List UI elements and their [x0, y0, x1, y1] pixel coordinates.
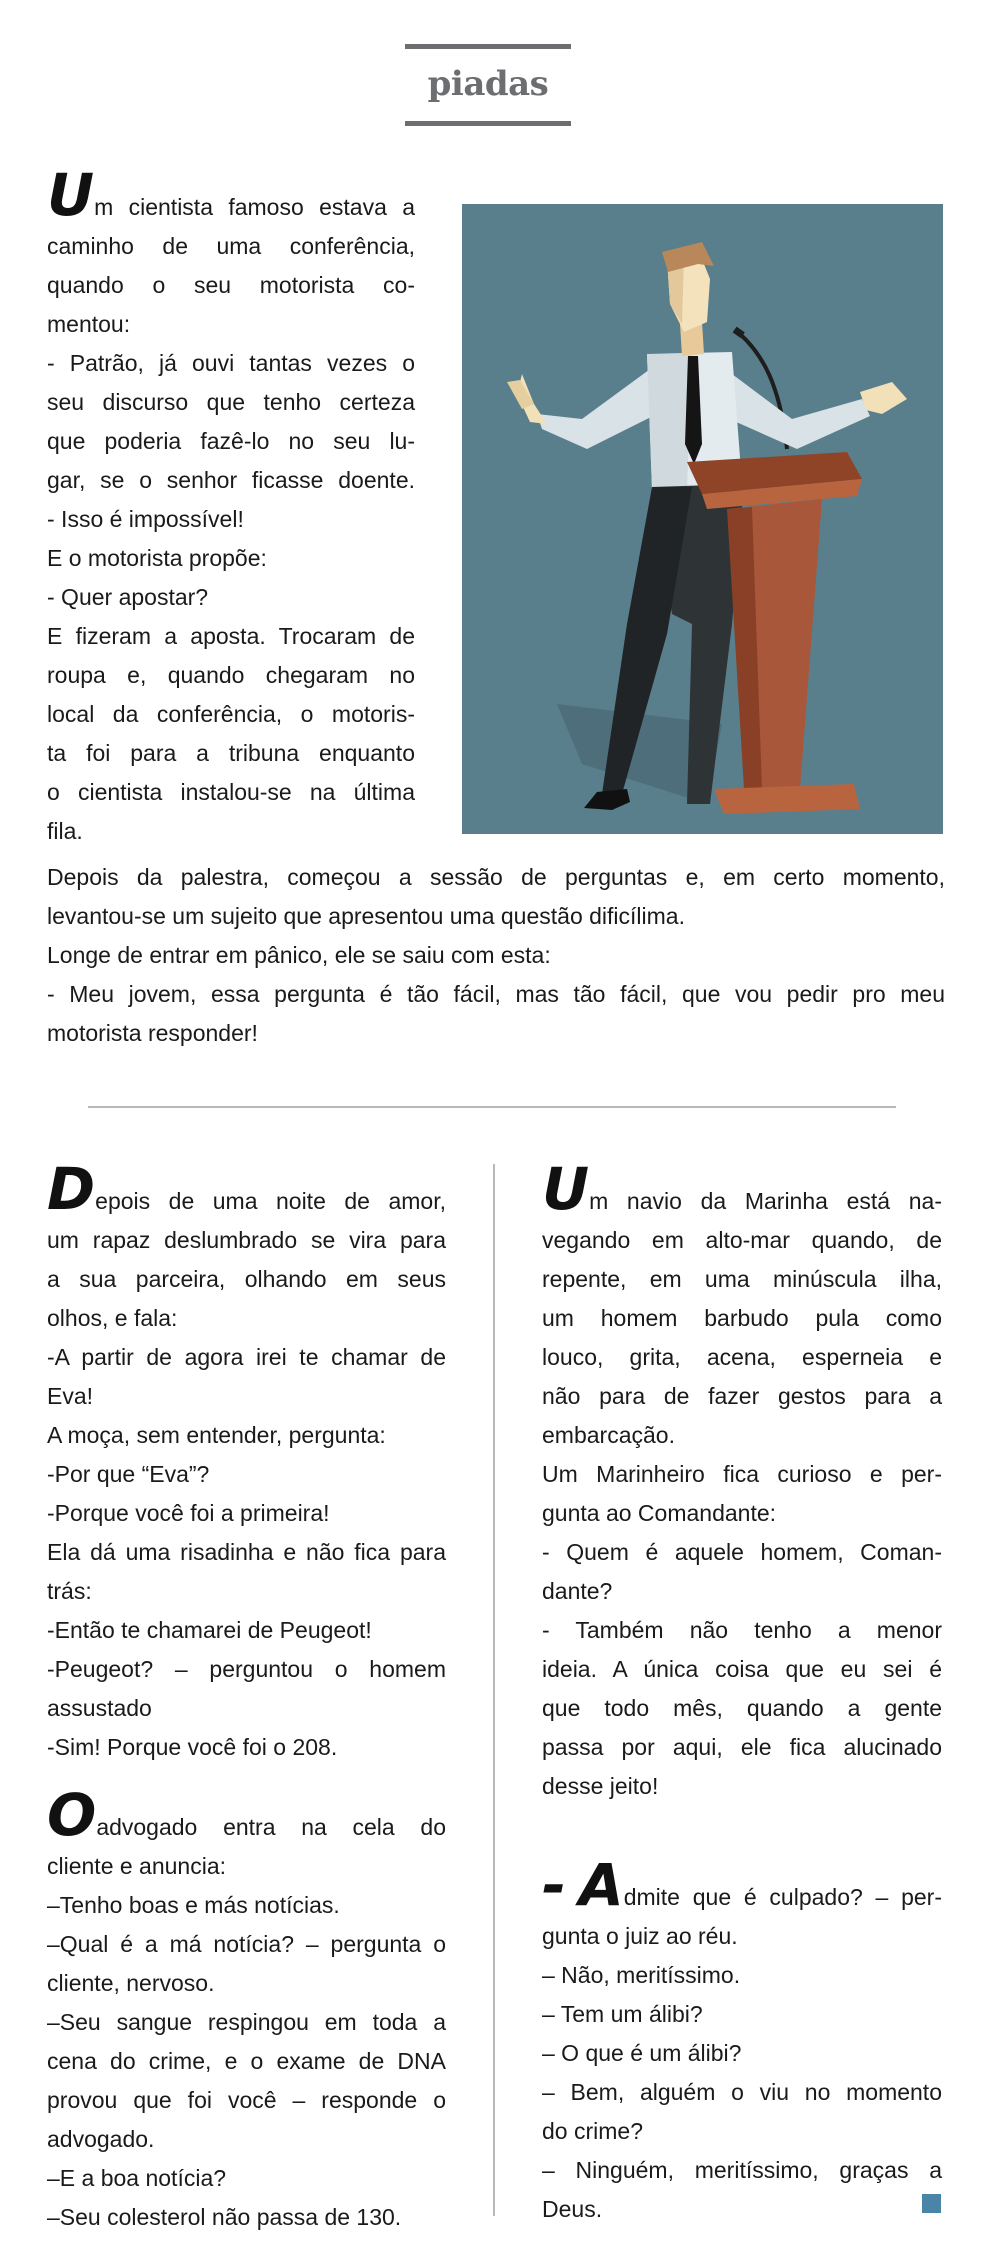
- drop-cap: U: [47, 161, 95, 229]
- joke-scientist-text: [47, 161, 415, 851]
- joke-line: louco, grita, acena, esperneia e: [542, 1344, 942, 1370]
- joke-line: assustado: [47, 1695, 152, 1721]
- joke-line: - Também não tenho a menor: [542, 1617, 942, 1643]
- joke-line: Um Marinheiro fica curioso e per-: [542, 1461, 942, 1487]
- joke-line: não para de fazer gestos para a: [542, 1383, 942, 1409]
- joke-line: advogado.: [47, 2126, 155, 2152]
- joke-line: cliente, nervoso.: [47, 1970, 215, 1996]
- joke-line: – O que é um álibi?: [542, 2040, 742, 2066]
- joke-line: um rapaz deslumbrado se vira para: [47, 1227, 446, 1253]
- joke-line: – Não, meritíssimo.: [542, 1962, 741, 1988]
- joke-judge-alibi: [542, 1851, 942, 2229]
- joke-line: olhos, e fala:: [47, 1305, 178, 1331]
- joke-line: Um cientista famoso estava a: [47, 161, 415, 229]
- joke-line: desse jeito!: [542, 1773, 659, 1799]
- joke-line: vegando em alto-mar quando, de: [542, 1227, 942, 1253]
- joke-line: –Tenho boas e más notícias.: [47, 1892, 340, 1918]
- joke-line: local da conferência, o motoris-: [47, 701, 415, 727]
- joke-line: repente, em uma minúscula ilha,: [542, 1266, 942, 1292]
- joke-line: trás:: [47, 1578, 92, 1604]
- joke-line: Deus.: [542, 2196, 603, 2222]
- joke-line: E o motorista propõe:: [47, 545, 267, 571]
- joke-line: mentou:: [47, 311, 131, 337]
- joke-lawyer-dna: [47, 1781, 446, 2237]
- section-title: piadas: [427, 64, 549, 104]
- joke-line: embarcação.: [542, 1422, 675, 1448]
- joke-line: dante?: [542, 1578, 613, 1604]
- joke-line: -A partir de agora irei te chamar de: [47, 1344, 446, 1370]
- section-divider: [88, 1106, 896, 1108]
- joke-line: provou que foi você – responde o: [47, 2087, 446, 2113]
- joke-line: cena do crime, e o exame de DNA: [47, 2048, 446, 2074]
- section-header: [405, 44, 571, 126]
- joke-line: -Então te chamarei de Peugeot!: [47, 1617, 372, 1643]
- joke-line: gunta ao Comandante:: [542, 1500, 777, 1526]
- joke-line: Depois de uma noite de amor,: [47, 1155, 446, 1223]
- joke-line: roupa e, quando chegaram no: [47, 662, 415, 688]
- joke-line: - Admite que é culpado? – per-: [542, 1851, 942, 1919]
- joke-line: -Por que “Eva”?: [47, 1461, 210, 1487]
- joke-line: – Tem um álibi?: [542, 2001, 703, 2027]
- joke-line: – Ninguém, meritíssimo, graças a: [542, 2157, 942, 2183]
- joke-line: –Qual é a má notícia? – pergunta o: [47, 1931, 446, 1957]
- joke-line: – Bem, alguém o viu no momento: [542, 2079, 942, 2105]
- joke-line: gunta o juiz ao réu.: [542, 1923, 738, 1949]
- joke-line: Um navio da Marinha está na-: [542, 1155, 942, 1223]
- joke-line: -Sim! Porque você foi o 208.: [47, 1734, 338, 1760]
- joke-line: Oadvogado entra na cela do: [47, 1781, 446, 1849]
- joke-line: um homem barbudo pula como: [542, 1305, 942, 1331]
- joke-line: fila.: [47, 818, 83, 844]
- drop-cap: A: [578, 1851, 624, 1919]
- joke-line: quando o seu motorista co-: [47, 272, 415, 298]
- drop-cap: D: [47, 1155, 96, 1223]
- joke-line: cliente e anuncia:: [47, 1853, 227, 1879]
- joke-line: levantou-se um sujeito que apresentou uma questão dificílima.: [47, 903, 685, 929]
- joke-line: - Meu jovem, essa pergunta é tão fácil, mas tão fácil, que vou pedir pro meu: [47, 981, 945, 1007]
- joke-line: –Seu sangue respingou em toda a: [47, 2009, 446, 2035]
- joke-line: -Porque você foi a primeira!: [47, 1500, 330, 1526]
- joke-line: - Quer apostar?: [47, 584, 209, 610]
- joke-line: seu discurso que tenho certeza: [47, 389, 415, 415]
- joke-eva-peugeot: [47, 1155, 446, 1767]
- joke-line: A moça, sem entender, pergunta:: [47, 1422, 386, 1448]
- joke-line: o cientista instalou-se na última: [47, 779, 415, 805]
- joke-line: - Quem é aquele homem, Coman-: [542, 1539, 942, 1565]
- joke-line: caminho de uma conferência,: [47, 233, 415, 259]
- joke-line: Eva!: [47, 1383, 94, 1409]
- joke-line: - Patrão, já ouvi tantas vezes o: [47, 350, 415, 376]
- joke-line: a sua parceira, olhando em seus: [47, 1266, 446, 1292]
- joke-line: - Isso é impossível!: [47, 506, 244, 532]
- joke-line: Ela dá uma risadinha e não fica para: [47, 1539, 446, 1565]
- joke-line: motorista responder!: [47, 1020, 258, 1046]
- column-divider: [493, 1164, 495, 2216]
- joke-line: –E a boa notícia?: [47, 2165, 227, 2191]
- lead-dash: -: [542, 1851, 567, 1919]
- joke-line: que poderia fazê-lo no seu lu-: [47, 428, 415, 454]
- joke-line: –Seu colesterol não passa de 130.: [47, 2204, 402, 2230]
- joke-scientist-continuation: [47, 858, 945, 1053]
- joke-line: que todo mês, quando a gente: [542, 1695, 942, 1721]
- joke-line: E fizeram a aposta. Trocaram de: [47, 623, 415, 649]
- joke-line: gar, se o senhor ficasse doente.: [47, 467, 415, 493]
- joke-line: do crime?: [542, 2118, 643, 2144]
- joke-line: Depois da palestra, começou a sessão de perguntas e, em certo momento,: [47, 864, 945, 890]
- joke-navy-island: [542, 1155, 942, 1806]
- joke-line: Longe de entrar em pânico, ele se saiu com esta:: [47, 942, 551, 968]
- joke-line: passa por aqui, ele fica alucinado: [542, 1734, 942, 1760]
- joke-line: ideia. A única coisa que eu sei é: [542, 1656, 942, 1682]
- joke-line: ta foi para a tribuna enquanto: [47, 740, 415, 766]
- joke-line: -Peugeot? – perguntou o homem: [47, 1656, 446, 1682]
- drop-cap: U: [542, 1155, 590, 1223]
- end-of-article-icon: [922, 2194, 941, 2213]
- speaker-at-podium-illustration: [462, 204, 943, 834]
- drop-cap: O: [47, 1781, 97, 1849]
